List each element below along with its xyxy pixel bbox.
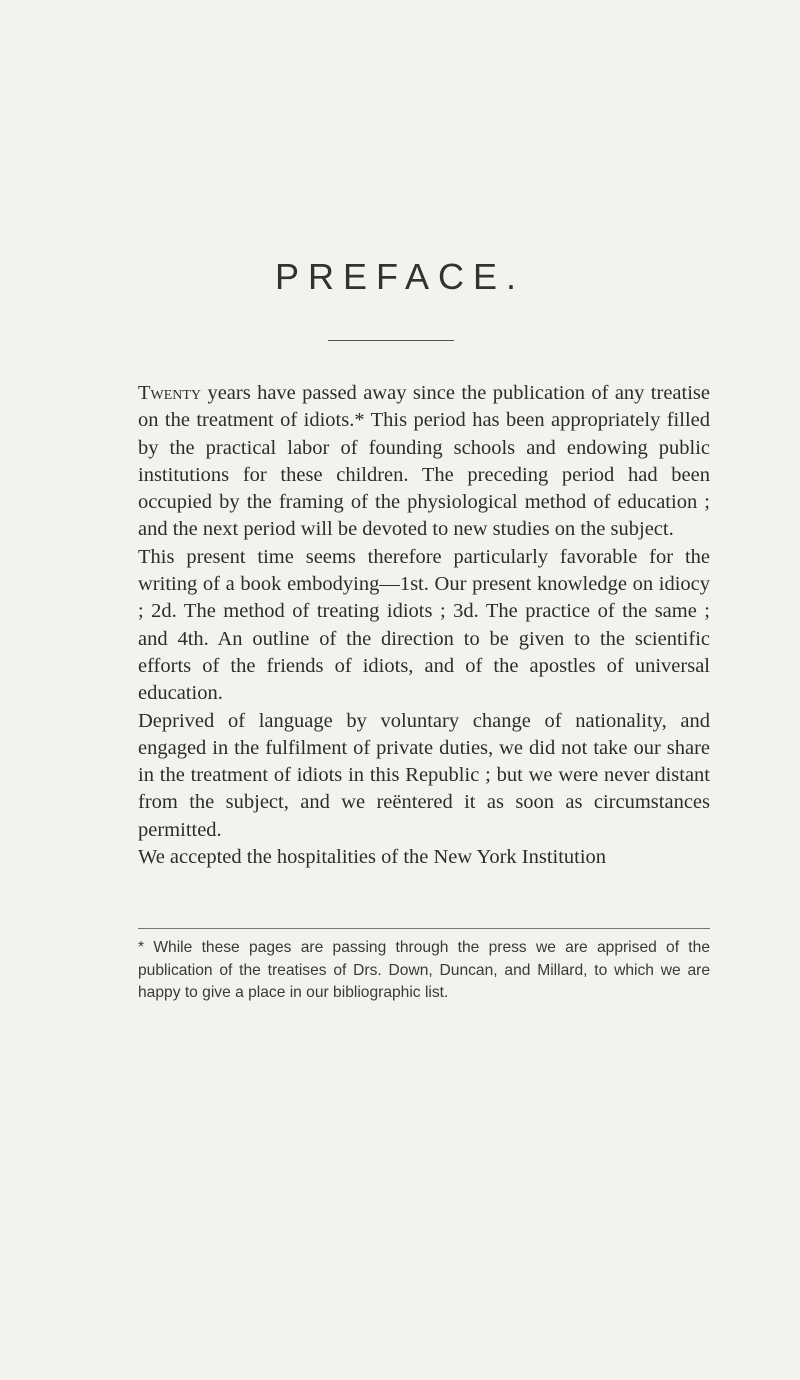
paragraph-text: This present time seems therefore particularly favorable for the writing of a book embodying—1st. Our present knowledge on idiocy ; 2d. The method of treating idiots ; 3d. The practice of the same ; and 4th. An outline of the direction to be given to the scientific efforts of the friends of idiots, and of the apostles of universal education. bbox=[138, 545, 710, 705]
preface-body bbox=[138, 380, 710, 871]
paragraph-lead-word: Twenty bbox=[138, 382, 202, 404]
footnote-rule bbox=[138, 928, 710, 929]
paragraph-text: We accepted the hospitalities of the New York Institution bbox=[138, 846, 607, 869]
paragraph-2 bbox=[138, 544, 710, 708]
paragraph-text: years have passed away since the publication of any treatise on the treatment of idiots.* This period has been appropriately filled by the practical labor of founding schools and endowing public institutions for these children. The preceding period had been occupied by the framing of the physiological method of education ; and the next period will be devoted to new studies on the subject. bbox=[138, 382, 710, 541]
paragraph-text: Deprived of language by voluntary change of nationality, and engaged in the fulfilment of private duties, we did not take our share in the treatment of idiots in this Republic ; but we were never distant from the subject, and we reëntered it as soon as circumstances permitted. bbox=[138, 709, 710, 841]
preface-heading: PREFACE. bbox=[274, 256, 526, 297]
paragraph-1 bbox=[138, 380, 710, 544]
footnote: * While these pages are passing through the press we are apprised of the publication of the treatises of Drs. Down, Duncan, and Millard, to which we are happy to give a place in our bibliographic list. bbox=[138, 939, 710, 1001]
heading-rule bbox=[328, 340, 454, 341]
paragraph-3 bbox=[138, 708, 710, 844]
paragraph-4 bbox=[138, 844, 710, 871]
